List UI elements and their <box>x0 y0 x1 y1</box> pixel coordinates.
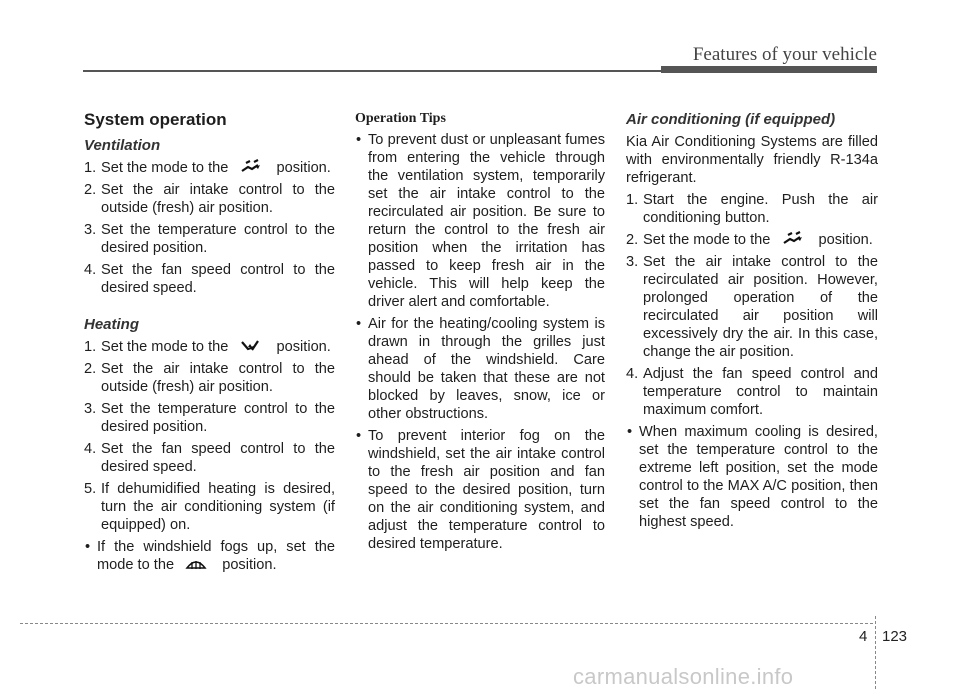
floor-vent-icon <box>238 338 262 353</box>
intro-text: Kia Air Conditioning Systems are filled with environmentally friendly R-134a refrigerant. <box>626 134 878 186</box>
list-item: 4. Set the fan speed control to the desired speed. <box>84 262 335 296</box>
heating-steps <box>84 338 335 534</box>
list-item: 5. If dehumidified heating is desired, turn the air conditioning system (if equipped) on. <box>84 481 335 533</box>
header-rule <box>83 70 661 72</box>
list-item: 2. Set the mode to the position. <box>626 232 873 248</box>
list-item: 4. Set the fan speed control to the desired speed. <box>84 441 335 475</box>
ac-steps <box>626 191 878 419</box>
watermark: carmanualsonline.info <box>573 664 794 689</box>
list-item: 4. Adjust the fan speed control and temperature control to maintain maximum comfort. <box>626 366 878 418</box>
list-item: • Air for the heating/cooling system is drawn in through the grilles just ahead of the windshield. Care should be taken that these are not blocked by leaves, snow, ice or other obstructions. <box>356 316 605 422</box>
heating-bullets <box>84 538 335 574</box>
column-operation-tips <box>355 110 605 557</box>
tips-list <box>355 131 605 553</box>
list-item: • If the windshield fogs up, set the mode to the position. <box>85 539 335 573</box>
defrost-icon <box>184 556 208 571</box>
face-vent-icon <box>780 231 804 246</box>
list-item: 1. Set the mode to the position. <box>84 339 331 355</box>
list-item: 1. Set the mode to the position. <box>84 160 331 176</box>
subheading-heating: Heating <box>84 316 140 333</box>
section-heading: Operation Tips <box>355 111 446 126</box>
list-item: 3. Set the air intake control to the recirculated air position. However, prolonged operation of the recirculated air position will excessively dry the air. In this case, change the air position. <box>626 254 878 360</box>
ventilation-steps <box>84 159 335 297</box>
list-item: 2. Set the air intake control to the outside (fresh) air position. <box>84 361 335 395</box>
list-item: 3. Set the temperature control to the desired position. <box>84 222 335 256</box>
footer-rule <box>20 623 873 624</box>
face-vent-icon <box>238 159 262 174</box>
list-item: 1. Start the engine. Push the air conditioning button. <box>626 192 878 226</box>
subheading-ventilation: Ventilation <box>84 137 161 154</box>
subheading-air-conditioning: Air conditioning (if equipped) <box>626 111 836 128</box>
page-number: 123 <box>882 628 908 645</box>
list-item: • When maximum cooling is desired, set the temperature control to the extreme left position, set the mode control to the MAX A/C position, then set the fan speed control to the highest speed. <box>627 424 878 530</box>
list-item: 2. Set the air intake control to the outside (fresh) air position. <box>84 182 335 216</box>
header-bar <box>661 66 877 73</box>
list-item: 3. Set the temperature control to the desired position. <box>84 401 335 435</box>
footer-divider <box>875 616 876 689</box>
section-heading: System operation <box>84 110 227 129</box>
column-system-operation <box>84 110 335 578</box>
chapter-number: 4 <box>859 628 868 645</box>
ac-bullets <box>626 423 878 531</box>
header-title: Features of your vehicle <box>692 44 877 65</box>
list-item: • To prevent interior fog on the windshield, set the air intake control to the fresh air position and fan speed to the desired position, turn on the air conditioning system, and adjust the temperature control to desired temperature. <box>356 428 605 552</box>
column-air-conditioning <box>626 110 878 535</box>
list-item: • To prevent dust or unpleasant fumes from entering the vehicle through the ventilation system, temporarily set the air intake control to the recirculated air position. Be sure to return the control to the fresh air position when the irritation has passed to keep fresh air in the vehicle. This will help keep the driver alert and comfortable. <box>356 132 605 310</box>
